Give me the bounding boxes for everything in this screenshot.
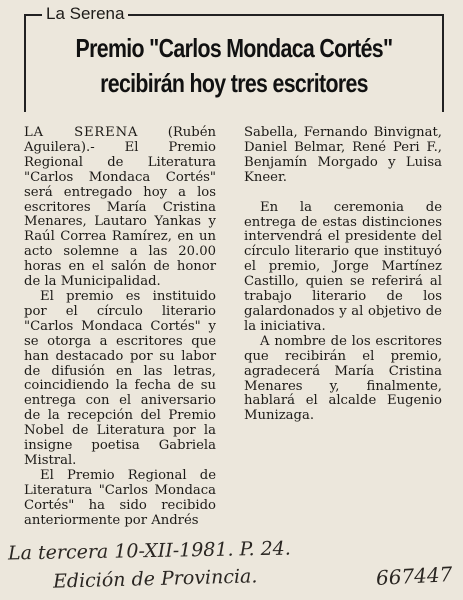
column-spacer <box>244 186 442 201</box>
dateline: LA SERENA <box>24 125 139 140</box>
article-paragraph-3-continued: Sabella, Fernando Binvignat, Daniel Belmar, René Peri F., Benjamín Morgado y Luisa Kneer. <box>244 125 442 185</box>
handwritten-edition: Edición de Provincia. <box>52 565 258 593</box>
handwritten-catalog-number: 667447 <box>375 562 453 590</box>
handwritten-annotation <box>7 537 458 600</box>
article-paragraph-2: El premio es instituido por el círculo literario "Carlos Mondaca Cortés" y se otorga a escritores que han destacado por su labor de difusión en las letras, coincidiendo la fecha de su entrega con el aniversario de la recepción del Premio Nobel de Literatura por la insigne poetisa Gabriela Mistral. <box>24 288 216 468</box>
headline-line-1: Premio "Carlos Mondaca Cortés" <box>75 33 393 63</box>
section-label: La Serena <box>42 4 128 24</box>
handwritten-source-date: La tercera 10-XII-1981. P. 24. <box>7 537 291 565</box>
headline-line-2: recibirán hoy tres escritores <box>100 68 368 98</box>
headline <box>62 31 406 101</box>
article-paragraph-1-text: (Rubén Aguilera).- El Premio Regional de Literatura "Carlos Mondaca Cortés" será entregado hoy a los escritores María Cristina Menares, Lautaro Yankas y Raúl Correa Ramírez, en un acto solemne a las 20.00 horas en el salón de honor de la Municipalidad. <box>24 125 217 290</box>
article-column-right <box>244 126 442 424</box>
article-column-left <box>24 126 216 528</box>
article-paragraph-1 <box>24 126 216 290</box>
article-paragraph-3: El Premio Regional de Literatura "Carlos Mondaca Cortés" ha sido recibido anteriormente por Andrés <box>24 467 216 528</box>
article-paragraph-4: En la ceremonia de entrega de estas distinciones intervendrá el presidente del círculo literario que instituyó el premio, Jorge Martínez Castillo, quien se referirá al trabajo literario de los galardonados y al objetivo de la iniciativa. <box>244 199 442 334</box>
article-paragraph-5: A nombre de los escritores que recibirán el premio, agradecerá María Cristina Menares y, finalmente, hablará el alcalde Eugenio Munizaga. <box>244 333 442 424</box>
